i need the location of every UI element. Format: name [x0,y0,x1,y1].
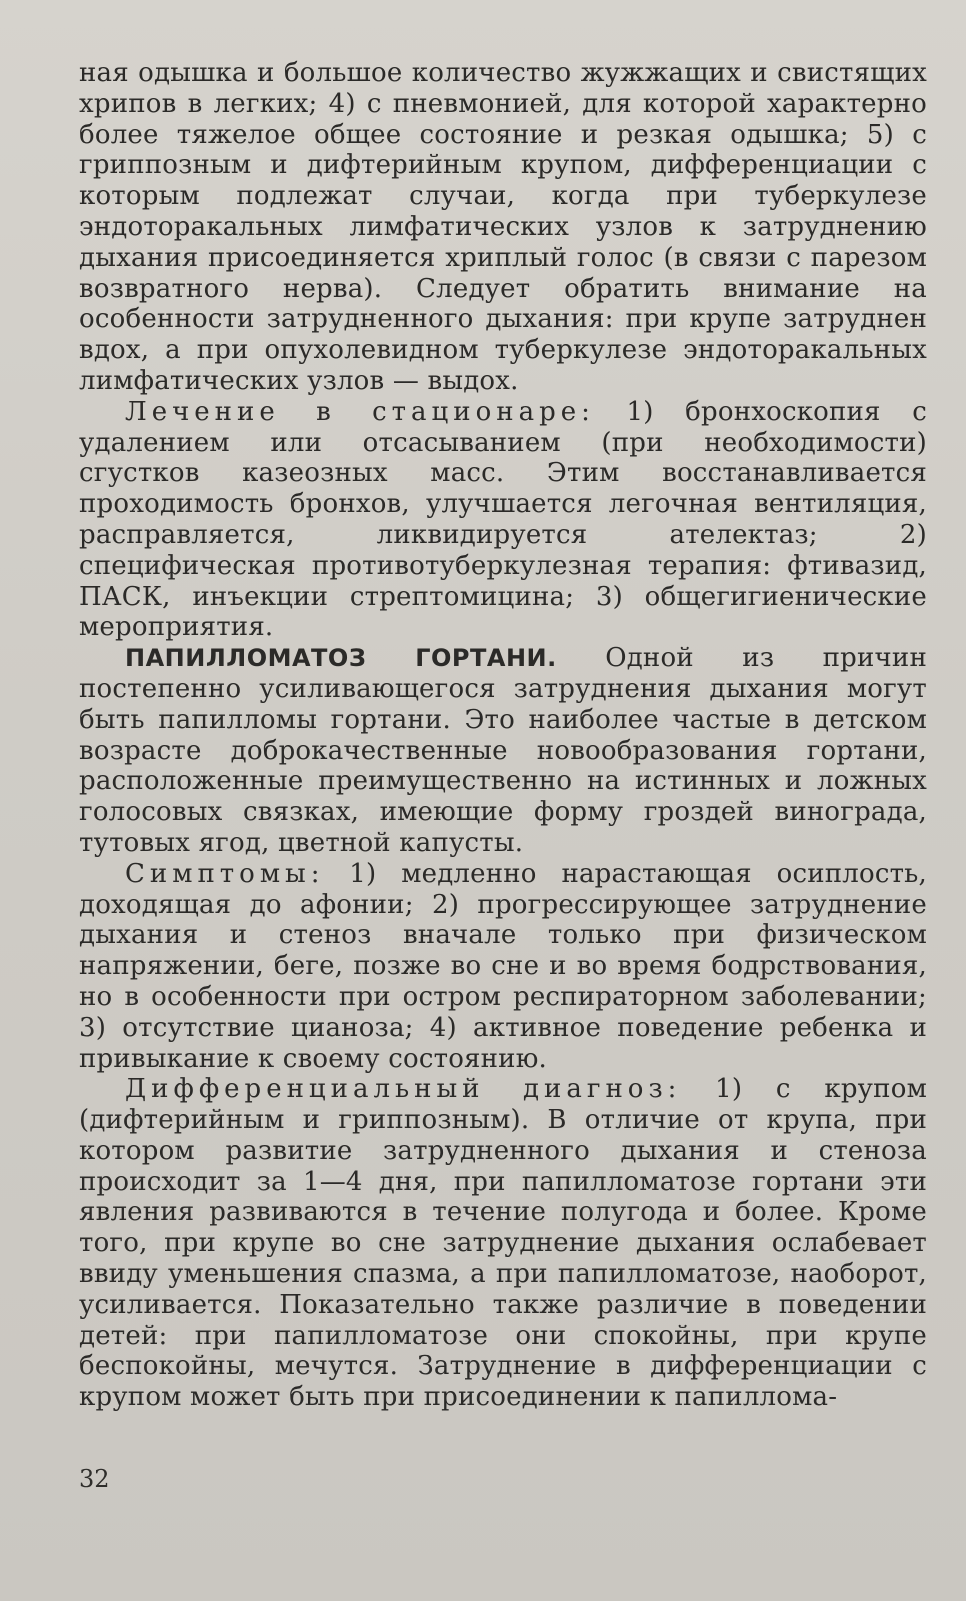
paragraph-differential-continued [79,58,927,397]
paragraph-lead-treatment: Лечение в стационаре: [125,396,595,427]
paragraph-differential-diagnosis [79,1074,927,1413]
paragraph-lead-symptoms: Симптомы: [125,858,325,889]
page-number: 32 [79,1465,110,1493]
paragraph-papillomatosis [79,643,927,859]
page-text [79,58,927,1413]
paragraph-symptoms [79,859,927,1075]
paragraph-treatment [79,397,927,643]
paragraph-lead-differential: Дифференциальный диагноз: [125,1074,682,1105]
section-heading: ПАПИЛЛОМАТОЗ ГОРТАНИ. [125,644,557,673]
paragraph-text: ная одышка и большое количество жужжащих и свистящих хрипов в легких; 4) с пневмонией, для которой характерно более тяжелое общее состояние и резкая одышка; 5) с гриппозным и дифтерийным крупом, дифференциации с которым подлежат случаи, когда при туберкулезе эндоторакальных лимфатических узлов к затруднению дыхания присоединяется хриплый голос (в связи с парезом возвратного нерва). Следует обратить внимание на особенности затрудненного дыхания: при крупе затруднен вдох, а при опухолевидном туберкулезе эндоторакальных лимфатических узлов — выдох. [79,58,927,396]
paragraph-text: 1) с крупом (дифтерийным и гриппозным). В отличие от крупа, при котором развитие затрудненного дыхания и стеноза происходит за 1—4 дня, при папилломатозе гортани эти явления развиваются в течение полугода и более. Кроме того, при крупе во сне затруднение дыхания ослабевает ввиду уменьшения спазма, а при папилломатозе, наоборот, усиливается. Показательно также различие в поведении детей: при папилломатозе они спокойны, при крупе беспокойны, мечутся. Затруднение в дифференциации с крупом может быть при присоединении к папиллома- [79,1074,927,1413]
paragraph-text: 1) медленно нарастающая осиплость, доходящая до афонии; 2) прогрессирующее затруднение дыхания и стеноз вначале только при физическом напряжении, беге, позже во сне и во время бодрствования, но в особенности при остром респираторном заболевании; 3) отсутствие цианоза; 4) активное поведение ребенка и привыкание к своему состоянию. [79,858,927,1074]
paragraph-text: 1) бронхоскопия с удалением или отсасыванием (при необходимости) сгустков казеозных масс. Этим восстанавливается проходимость бронхов, улучшается легочная вентиляция, расправляется, ликвидируется ателектаз; 2) специфическая противотуберкулезная терапия: фтивазид, ПАСК, инъекции стрептомицина; 3) общегигиенические мероприятия. [79,396,928,643]
paragraph-text: Одной из причин постепенно усиливающегося затруднения дыхания могут быть папилломы гортани. Это наиболее частые в детском возрасте доброкачественные новообразования гортани, расположенные преимущественно на истинных и ложных голосовых связках, имеющие форму гроздей винограда, тутовых ягод, цветной капусты. [79,643,927,858]
